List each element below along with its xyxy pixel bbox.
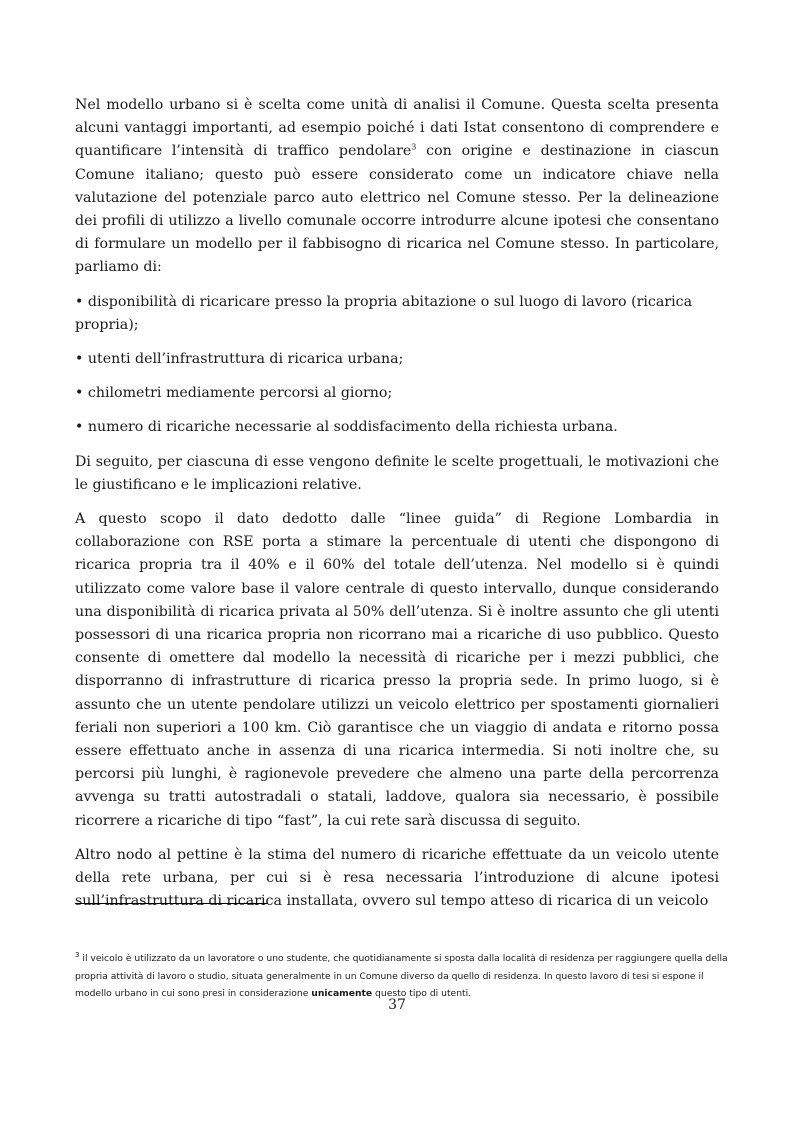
paragraph-intro — [75, 94, 719, 280]
footnote-text-part1: il veicolo è utilizzato da un lavoratore o uno studente, che quotidianamente si sposta dalla località di residenza per raggiungere quella della propria attività di lavoro o studio, situata generalmente in un Comune diverso da quello di residenza. In questo lavoro di tesi si espone il modello urbano in cui sono presi in considerazione — [75, 953, 728, 999]
paragraph-intro-part1: Nel modello urbano si è scelta come unità di analisi il Comune. Questa scelta presenta alcuni vantaggi importanti, ad esempio poiché i dati Istat consentono di comprendere e quantificare l’intensità di traffico pendolare — [75, 97, 719, 160]
footnote-number: 3 — [75, 950, 80, 959]
bullet-item: • chilometri mediamente percorsi al giorno; — [75, 385, 393, 402]
body-text — [75, 94, 719, 925]
footnote-emphasis: unicamente — [311, 988, 373, 999]
paragraph-recharge-estimate: Altro nodo al pettine è la stima del numero di ricariche effettuate da un veicolo utente della rete urbana, per cui si è resa necessaria l’introduzione di alcune ipotesi sull’infrastruttura di ricarica installata, ovvero sul tempo atteso di ricarica di un veicolo — [75, 846, 719, 910]
bullet-item: • numero di ricariche necessarie al soddisfacimento della richiesta urbana. — [75, 419, 618, 436]
paragraph-assumptions: A questo scopo il dato dedotto dalle “linee guida” di Regione Lombardia in collaborazione con RSE porta a stimare la percentuale di utenti che dispongono di ricarica propria tra il 40% e il 60% del totale dell’utenza. Nel modello si è quindi utilizzato come valore base il valore centrale di questo intervallo, dunque considerando una disponibilità di ricarica privata al 50% dell’utenza. Si è inoltre assunto che gli utenti possessori di una ricarica propria non ricorrano mai a ricariche di uso pubblico. Questo consente di omettere dal modello la necessità di ricariche per i mezzi pubblici, che disporranno di infrastrutture di ricarica presso la propria sede. In primo luogo, si è assunto che un utente pendolare utilizzi un veicolo elettrico per spostamenti giornalieri feriali non superiori a 100 km. Ciò garantisce che un viaggio di andata e ritorno possa essere effettuato anche in assenza di una ricarica intermedia. Si noti inoltre che, su percorsi più lunghi, è ragionevole prevedere che almeno una parte della percorrenza avvenga su tratti autostradali o statali, laddove, qualora sia necessario, è possibile ricorrere a ricariche di tipo “fast”, la cui rete sarà discussa di seguito. — [75, 511, 719, 829]
paragraph-intro-part2: con origine e destinazione in ciascun Comune italiano; questo può essere considerato come un indicatore chiave nella valutazione del potenziale parco auto elettrico nel Comune stesso. Per la delineazione dei profili di utilizzo a livello comunale occorre introdurre alcune ipotesi che consentano di formulare un modello per il fabbisogno di ricarica nel Comune stesso. In particolare, parliamo di: — [75, 143, 719, 276]
footnote-text-part2: questo tipo di utenti. — [372, 988, 472, 999]
footnote — [75, 950, 735, 1003]
page-number: 37 — [388, 997, 406, 1013]
bullet-item: • disponibilità di ricaricare presso la propria abitazione o sul luogo di lavoro (ricarica propria); — [75, 293, 693, 333]
footnote-separator — [75, 903, 267, 904]
paragraph-choices: Di seguito, per ciascuna di esse vengono definite le scelte progettuali, le motivazioni che le giustificano e le implicazioni relative. — [75, 453, 719, 493]
bullet-item: • utenti dell’infrastruttura di ricarica urbana; — [75, 351, 404, 368]
footnote-reference: 3 — [411, 142, 417, 152]
